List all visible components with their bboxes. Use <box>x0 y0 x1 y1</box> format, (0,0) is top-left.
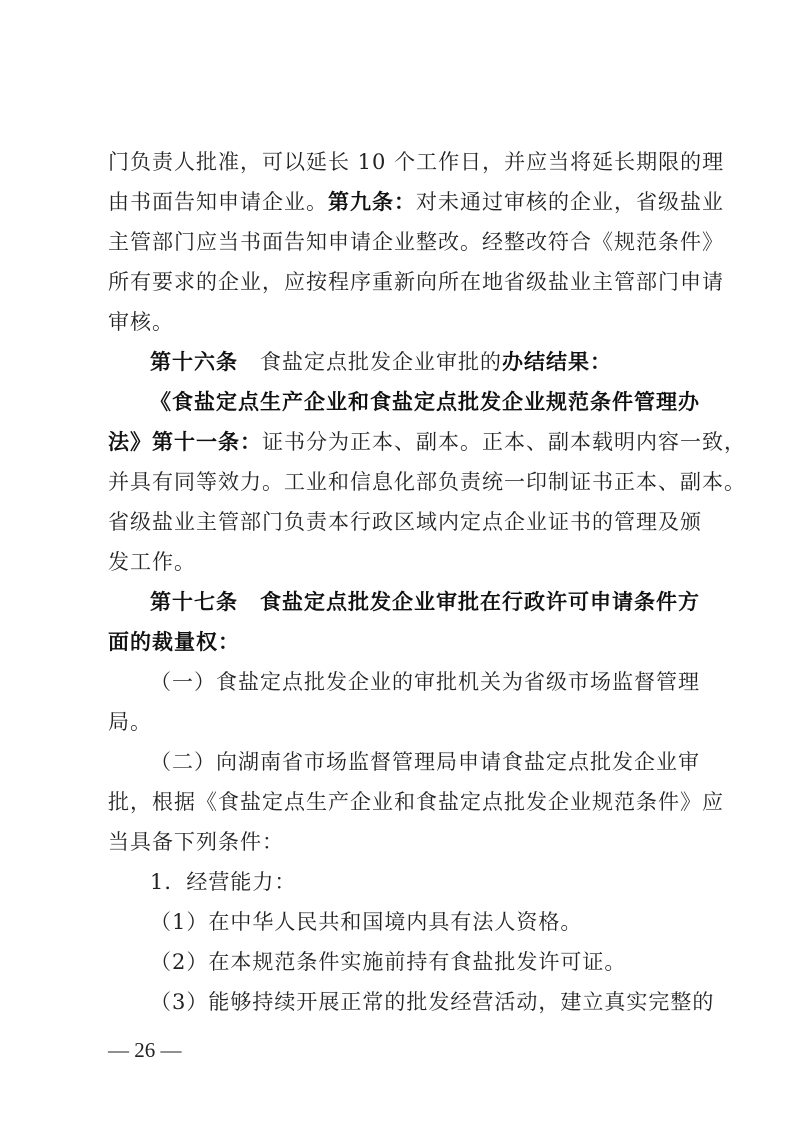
body-text: 发工作。 <box>108 550 196 574</box>
body-text: 食盐定点批发企业审批的 <box>238 350 502 374</box>
text-line <box>108 542 700 582</box>
text-line <box>108 982 715 1022</box>
body-text: （3）能够持续开展正常的批发经营活动，建立真实完整的 <box>150 990 715 1014</box>
text-line <box>108 662 700 702</box>
body-text: （一）食盐定点批发企业的审批机关为省级市场监督管理 <box>150 670 700 694</box>
text-line <box>108 862 700 902</box>
text-line <box>108 222 724 262</box>
body-text: 门负责人批准，可以延长 10 个工作日，并应当将延长期限的理 <box>108 150 725 174</box>
bold-text: 《食盐定点生产企业和食盐定点批发企业规范条件管理办 <box>150 389 700 414</box>
bold-text: 第九条： <box>328 189 416 214</box>
text-line <box>108 902 700 942</box>
bold-text: 办结结果： <box>502 349 612 374</box>
body-text: 所有要求的企业，应按程序重新向所在地省级盐业主管部门申请 <box>108 270 724 294</box>
body-text: 审核。 <box>108 310 174 334</box>
text-line <box>108 502 700 542</box>
text-line <box>108 382 700 422</box>
document-body <box>108 142 746 1022</box>
bold-text: 法》第十一条： <box>108 429 262 454</box>
body-text: （1）在中华人民共和国境内具有法人资格。 <box>150 910 583 934</box>
bold-text: 面的裁量权： <box>108 629 240 654</box>
body-text: （2）在本规范条件实施前持有食盐批发许可证。 <box>150 950 627 974</box>
text-line <box>108 942 700 982</box>
text-line <box>108 182 724 222</box>
body-text: 当具备下列条件： <box>108 830 284 854</box>
body-text: （二）向湖南省市场监督管理局申请食盐定点批发企业审 <box>150 750 700 774</box>
text-line <box>108 782 724 822</box>
body-text: 批，根据《食盐定点生产企业和食盐定点批发企业规范条件》应 <box>108 790 724 814</box>
text-line <box>108 822 700 862</box>
body-text: 省级盐业主管部门负责本行政区域内定点企业证书的管理及颁 <box>108 510 702 534</box>
body-text: 证书分为正本、副本。正本、副本载明内容一致， <box>262 430 746 454</box>
text-line <box>108 742 700 782</box>
text-line <box>108 622 700 662</box>
body-text: 主管部门应当书面告知申请企业整改。经整改符合《规范条件》 <box>108 230 724 254</box>
body-text: 由书面告知申请企业。 <box>108 190 328 214</box>
text-line <box>108 422 746 462</box>
text-line <box>108 702 700 742</box>
text-line <box>108 302 700 342</box>
page-number: — 26 — <box>108 1038 182 1062</box>
text-line <box>108 462 746 502</box>
text-line <box>108 582 700 622</box>
text-line <box>108 142 725 182</box>
body-text: 1．经营能力： <box>150 870 297 894</box>
body-text: 并具有同等效力。工业和信息化部负责统一印制证书正本、副本。 <box>108 470 746 494</box>
text-line <box>108 262 724 302</box>
body-text: 对未通过审核的企业，省级盐业 <box>416 190 724 214</box>
bold-text: 第十七条 食盐定点批发企业审批在行政许可申请条件方 <box>150 589 700 614</box>
text-line <box>108 342 700 382</box>
body-text: 局。 <box>108 710 152 734</box>
bold-text: 第十六条 <box>150 349 238 374</box>
